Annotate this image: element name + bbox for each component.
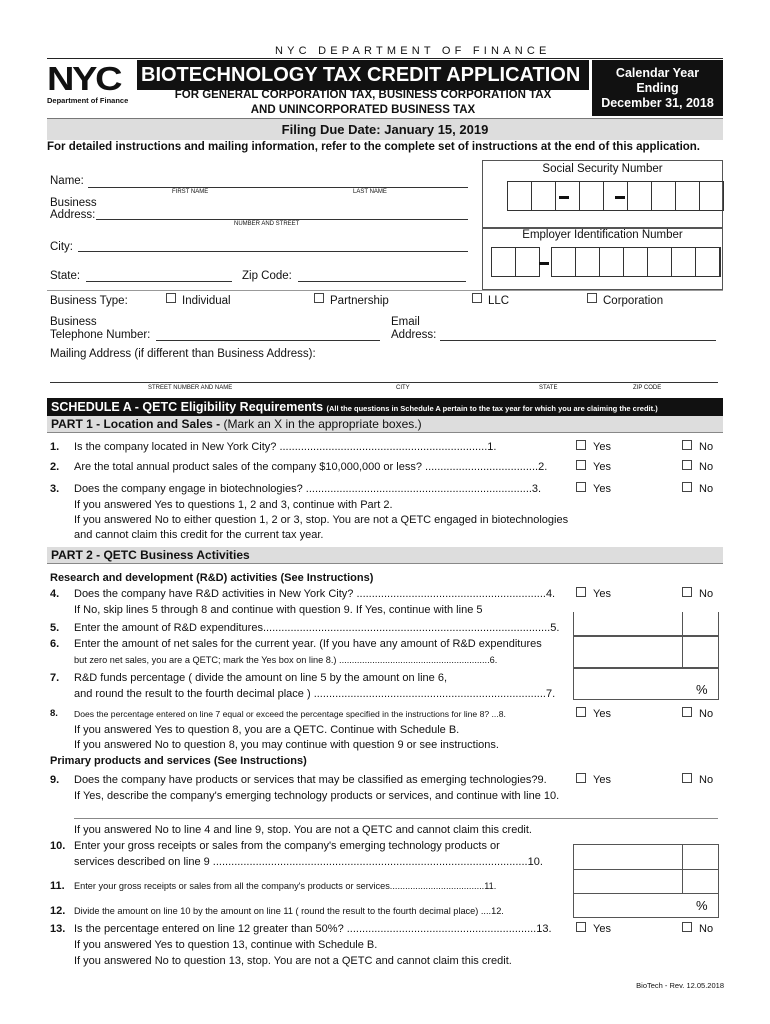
nyc-logo [47,60,131,105]
q8-text: Does the percentage entered on line 7 equal or exceed the percentage specified in the instructions for line 8? ...8. [74,709,506,719]
mail-zip-caption: ZIP CODE [633,385,662,391]
q8-yes-checkbox[interactable] [576,707,586,717]
part2-header: PART 2 - QETC Business Activities [47,547,723,564]
business-label: Business [50,197,97,209]
q4-number: 4. [50,588,60,600]
q1-yes-label: Yes [593,441,611,453]
header-rule [47,58,723,59]
q6-text-2: but zero net sales, you are a QETC; mark the Yes box on line 8.) ...........................................................6. [74,655,498,665]
q3-note-3: and cannot claim this credit for the current tax year. [74,529,324,541]
footer-revision: BioTech - Rev. 12.05.2018 [636,981,724,990]
city-field[interactable] [78,251,468,252]
q10-text: Enter your gross receipts or sales from the company's emerging technology products or [74,840,500,852]
name-label: Name: [50,175,84,187]
name-field[interactable] [88,187,468,188]
q9-note: If Yes, describe the company's emerging technology products or services, and continue with line 10. [74,790,560,802]
q4-no-checkbox[interactable] [682,587,692,597]
department-name: NYC DEPARTMENT OF FINANCE [275,45,551,57]
q3-note-2: If you answered No to either question 1, 2 or 3, stop. You are not a QETC engaged in biotechnologies [74,514,569,526]
llc-label: LLC [488,295,510,307]
q3-number: 3. [50,483,60,495]
q6-number: 6. [50,638,60,650]
q5-text: Enter the amount of R&D expenditures..............................................................................................5. [74,622,560,634]
q13-note-1: If you answered Yes to question 13, continue with Schedule B. [74,939,378,951]
schedule-a-note: (All the questions in Schedule A pertain to the tax year for which you are claiming the credit.) [326,404,658,413]
subtitle-line1: FOR GENERAL CORPORATION TAX, BUSINESS CORPORATION TAX [174,89,552,101]
q2-yes-checkbox[interactable] [576,460,586,470]
q1-text: Is the company located in New York City? ....................................................................1. [74,441,497,453]
ssn-dash2 [615,196,625,199]
state-label: State: [50,270,81,282]
part1-subtitle: (Mark an X in the appropriate boxes.) [223,417,422,431]
q4-no-label: No [699,588,714,600]
line10-amount[interactable] [573,844,719,870]
partnership-label: Partnership [330,295,389,307]
q2-no-checkbox[interactable] [682,460,692,470]
q9-stop-note: If you answered No to line 4 and line 9, stop. You are not a QETC and cannot claim this credit. [74,824,532,836]
first-name-caption: FIRST NAME [172,189,209,195]
q1-no-label: No [699,441,714,453]
q9-number: 9. [50,774,60,786]
q9-no-label: No [699,774,714,786]
ssn-box [482,160,723,228]
q13-no-label: No [699,923,714,935]
ein-dash [539,262,549,265]
q1-number: 1. [50,441,60,453]
form-subtitle [137,88,589,118]
zip-field[interactable] [298,281,466,282]
cal-line3: December 31, 2018 [601,96,714,110]
line6-amount[interactable] [573,636,719,668]
mail-city-caption: CITY [396,385,410,391]
form-title: BIOTECHNOLOGY TAX CREDIT APPLICATION [137,60,589,90]
phone-label-1: Business [50,316,97,328]
q1-no-checkbox[interactable] [682,440,692,450]
schedule-a-title: SCHEDULE A - QETC Eligibility Requirements [51,400,324,414]
q7-number: 7. [50,672,60,684]
q8-yes-label: Yes [593,708,611,720]
q1-yes-checkbox[interactable] [576,440,586,450]
q8-no-checkbox[interactable] [682,707,692,717]
q13-yes-checkbox[interactable] [576,922,586,932]
rd-heading: Research and development (R&D) activities (See Instructions) [50,572,374,584]
q11-number: 11. [50,880,65,892]
q10-text-2: services described on line 9 .......................................................................................................10. [74,856,543,868]
q13-number: 13. [50,923,66,935]
part1-header [47,416,723,433]
q4-text: Does the company have R&D activities in New York City? ..............................................................4. [74,588,556,600]
email-field[interactable] [440,340,716,341]
q8-note-2: If you answered No to question 8, you may continue with question 9 or see instructions. [74,739,499,751]
line5-amount[interactable] [573,612,719,636]
cal-line2: Ending [636,81,679,95]
mail-street-caption: STREET NUMBER AND NAME [148,385,233,391]
individual-label: Individual [182,295,231,307]
corporation-checkbox[interactable] [587,293,597,303]
q9-yes-label: Yes [593,774,611,786]
q2-no-label: No [699,461,714,473]
email-label-2: Address: [391,329,437,341]
schedule-a-header [47,398,723,416]
logo-subtext: Department of Finance [47,96,129,105]
ssn-part3[interactable] [627,181,724,211]
mailing-address-label: Mailing Address (if different than Business Address): [50,348,316,360]
q8-note-1: If you answered Yes to question 8, you are a QETC. Continue with Schedule B. [74,724,460,736]
q9-no-checkbox[interactable] [682,773,692,783]
ein-label: Employer Identification Number [522,229,683,241]
q9-description-field[interactable] [74,818,718,819]
part1-title: PART 1 - Location and Sales - [51,417,221,431]
city-label: City: [50,241,73,253]
zip-label: Zip Code: [242,270,292,282]
q5-number: 5. [50,622,60,634]
ssn-part1[interactable] [507,181,580,211]
line11-amount[interactable] [573,870,719,894]
instructions-note: For detailed instructions and mailing information, refer to the complete set of instructions at the end of this application. [47,141,701,153]
q13-text: Is the percentage entered on line 12 greater than 50%? ..............................................................13. [74,923,552,935]
q3-yes-label: Yes [593,483,611,495]
q11-text: Enter your gross receipts or sales from all the company's products or services.....................................11. [74,881,497,891]
email-label-1: Email [391,316,420,328]
llc-checkbox[interactable] [472,293,482,303]
mailing-address-field[interactable] [50,382,718,383]
phone-label-2: Telephone Number: [50,329,151,341]
q3-text: Does the company engage in biotechnologies? ..........................................................................3. [74,483,542,495]
q7-text-2: and round the result to the fourth decimal place ) ............................................................................7. [74,688,556,700]
q2-number: 2. [50,461,60,473]
filing-due-date: Filing Due Date: January 15, 2019 [47,118,723,140]
q8-no-label: No [699,708,714,720]
business-type-label: Business Type: [50,295,128,307]
q3-no-label: No [699,483,714,495]
q12-number: 12. [50,905,66,917]
phone-field[interactable] [156,340,380,341]
q3-yes-checkbox[interactable] [576,482,586,492]
q3-no-checkbox[interactable] [682,482,692,492]
q8-number: 8. [50,708,58,719]
ein-part2[interactable] [551,247,721,277]
ein-part1[interactable] [491,247,540,277]
q7-text: R&D funds percentage ( divide the amount on line 5 by the amount on line 6, [74,672,448,684]
q2-yes-label: Yes [593,461,611,473]
state-field[interactable] [86,281,232,282]
q4-yes-label: Yes [593,588,611,600]
ein-box [482,228,723,290]
subtitle-line2: AND UNINCORPORATED BUSINESS TAX [250,104,476,116]
corporation-label: Corporation [603,295,664,307]
q4-note: If No, skip lines 5 through 8 and continue with question 9. If Yes, continue with line 5 [74,604,483,616]
q6-text: Enter the amount of net sales for the current year. (If you have any amount of R&D expenditures [74,638,542,650]
q9-yes-checkbox[interactable] [576,773,586,783]
q10-number: 10. [50,840,66,852]
q2-text: Are the total annual product sales of the company $10,000,000 or less? .....................................2. [74,461,548,473]
individual-checkbox[interactable] [166,293,176,303]
q13-no-checkbox[interactable] [682,922,692,932]
line7-percent-sign: % [696,682,708,697]
cal-line1: Calendar Year [615,66,700,80]
last-name-caption: LAST NAME [353,189,387,195]
q9-text: Does the company have products or services that may be classified as emerging technologies?9. [74,774,547,786]
ssn-label: Social Security Number [542,163,663,175]
calendar-year-box [592,60,723,116]
ssn-dash1 [559,196,569,199]
partnership-checkbox[interactable] [314,293,324,303]
divider [47,290,723,291]
address-field[interactable] [96,219,468,220]
logo-text: NYC [47,60,121,97]
line12-percent-sign: % [696,898,708,913]
q3-note-1: If you answered Yes to questions 1, 2 and 3, continue with Part 2. [74,499,393,511]
q4-yes-checkbox[interactable] [576,587,586,597]
q12-text: Divide the amount on line 10 by the amount on line 11 ( round the result to the fourth decimal place) ....12. [74,906,504,916]
pp-heading: Primary products and services (See Instructions) [50,755,307,767]
address-label: Address: [50,209,96,221]
number-street-caption: NUMBER AND STREET [234,221,300,227]
q13-yes-label: Yes [593,923,611,935]
q13-note-2: If you answered No to question 13, stop. You are not a QETC and cannot claim this credit. [74,955,512,967]
mail-state-caption: STATE [539,385,558,391]
